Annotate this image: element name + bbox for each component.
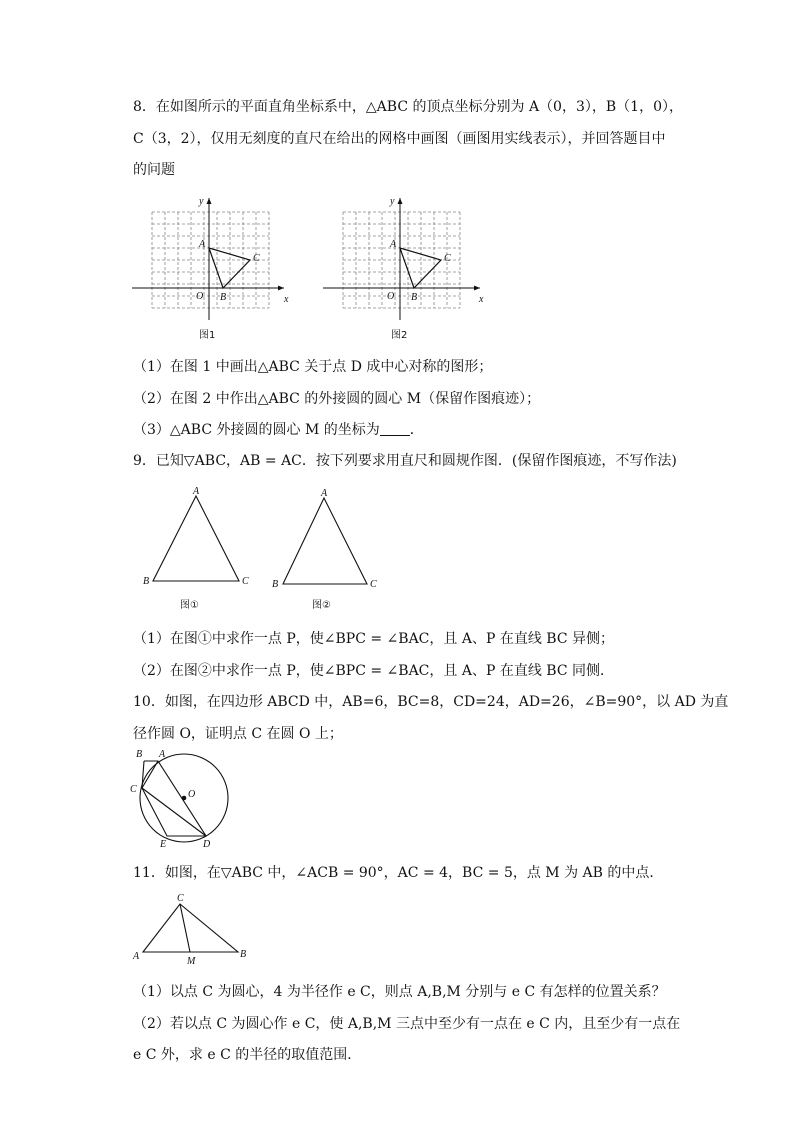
q9-figure-1	[140, 483, 255, 613]
q8-sub-3	[133, 421, 424, 439]
y-axis-label-2: y	[390, 196, 395, 207]
point-b-label-2: B	[411, 292, 418, 303]
q9-fig2-c: C	[370, 579, 377, 590]
q9-fig1-b: B	[143, 576, 150, 587]
origin-label-2: O	[387, 291, 395, 302]
q9-sub-2: （2）在图②中求作一点 P，使∠BPC = ∠BAC，且 A、P 在直线 BC 同侧．	[133, 663, 614, 679]
q10-e: E	[160, 839, 167, 850]
q9-fig1-a: A	[193, 486, 200, 497]
point-a-label-2: A	[390, 239, 397, 250]
q11-line-1: 11．如图，在▽ABC 中，∠ACB = 90°，AC = 4，BC = 5，点 M 为 AB 的中点．	[133, 865, 664, 881]
q11-sub-2-line-1: （2）若以点 C 为圆心作 e C，使 A,B,M 三点中至少有一点在 e C 内，且至少有一点在	[133, 1016, 681, 1032]
q11-sub-2-line-2: e C 外，求 e C 的半径的取值范围．	[133, 1047, 362, 1063]
q9-fig1-caption: 图①	[180, 600, 199, 611]
q8-figure-1	[132, 190, 302, 345]
point-c-label: C	[253, 253, 260, 264]
answer-blank	[380, 423, 410, 436]
q11-b: B	[240, 949, 247, 960]
q10-a: A	[159, 749, 166, 760]
point-b-label: B	[220, 292, 227, 303]
origin-label: O	[196, 291, 204, 302]
point-a-label: A	[199, 239, 206, 250]
q8-line-3: 的问题	[133, 162, 175, 178]
q11-figure	[128, 890, 258, 970]
q10-line-1: 10．如图，在四边形 ABCD 中，AB=6，BC=8，CD=24，AD=26，∠B=90°，以 AD 为直	[133, 694, 729, 710]
q8-line-2: C（3，2），仅用无刻度的直尺在给出的网格中画图（画图用实线表示），并回答题目中	[133, 131, 666, 147]
q11-sub-1: （1）以点 C 为圆心，4 为半径作 e C，则点 A,B,M 分别与 e C 有怎样的位置关系？	[133, 984, 666, 1000]
q9-fig1-c: C	[242, 576, 249, 587]
q10-o: O	[188, 789, 196, 800]
q9-figure-2	[268, 483, 383, 613]
q10-line-2: 径作圆 O，证明点 C 在圆 O 上；	[133, 726, 343, 742]
q10-b: B	[136, 749, 143, 760]
q11-c: C	[177, 893, 184, 904]
q9-fig2-b: B	[272, 579, 279, 590]
x-axis-label-2: x	[479, 294, 484, 305]
q9-line-1: 9．已知▽ABC，AB = AC．按下列要求用直尺和圆规作图．(保留作图痕迹，不写作法)	[133, 453, 677, 469]
q10-d: D	[203, 839, 211, 850]
figure-2-caption: 图2	[391, 330, 408, 341]
x-axis-label: x	[284, 294, 289, 305]
q9-fig2-caption: 图②	[312, 600, 331, 611]
q10-c: C	[130, 784, 137, 795]
y-axis-label: y	[199, 196, 204, 207]
q9-sub-1: （1）在图①中求作一点 P，使∠BPC = ∠BAC，且 A、P 在直线 BC 异侧；	[133, 631, 614, 647]
q8-sub-3-end: ．	[409, 422, 424, 438]
q8-sub-2: （2）在图 2 中作出△ABC 的外接圆的圆心 M（保留作图痕迹）；	[133, 391, 541, 407]
q11-a: A	[133, 951, 140, 962]
q8-figure-2	[323, 190, 493, 345]
q8-sub-1: （1）在图 1 中画出△ABC 关于点 D 成中心对称的图形；	[133, 359, 493, 375]
q11-m: M	[187, 956, 196, 967]
point-c-label-2: C	[444, 253, 451, 264]
q10-figure	[128, 745, 238, 853]
q8-line-1: 8．在如图所示的平面直角坐标系中，△ABC 的顶点坐标分别为 A（0，3），B（1，0），	[133, 99, 683, 115]
q9-fig2-a: A	[321, 488, 328, 499]
q8-sub-3-text: （3）△ABC 外接圆的圆心 M 的坐标为	[133, 422, 380, 438]
figure-1-caption: 图1	[199, 330, 216, 341]
